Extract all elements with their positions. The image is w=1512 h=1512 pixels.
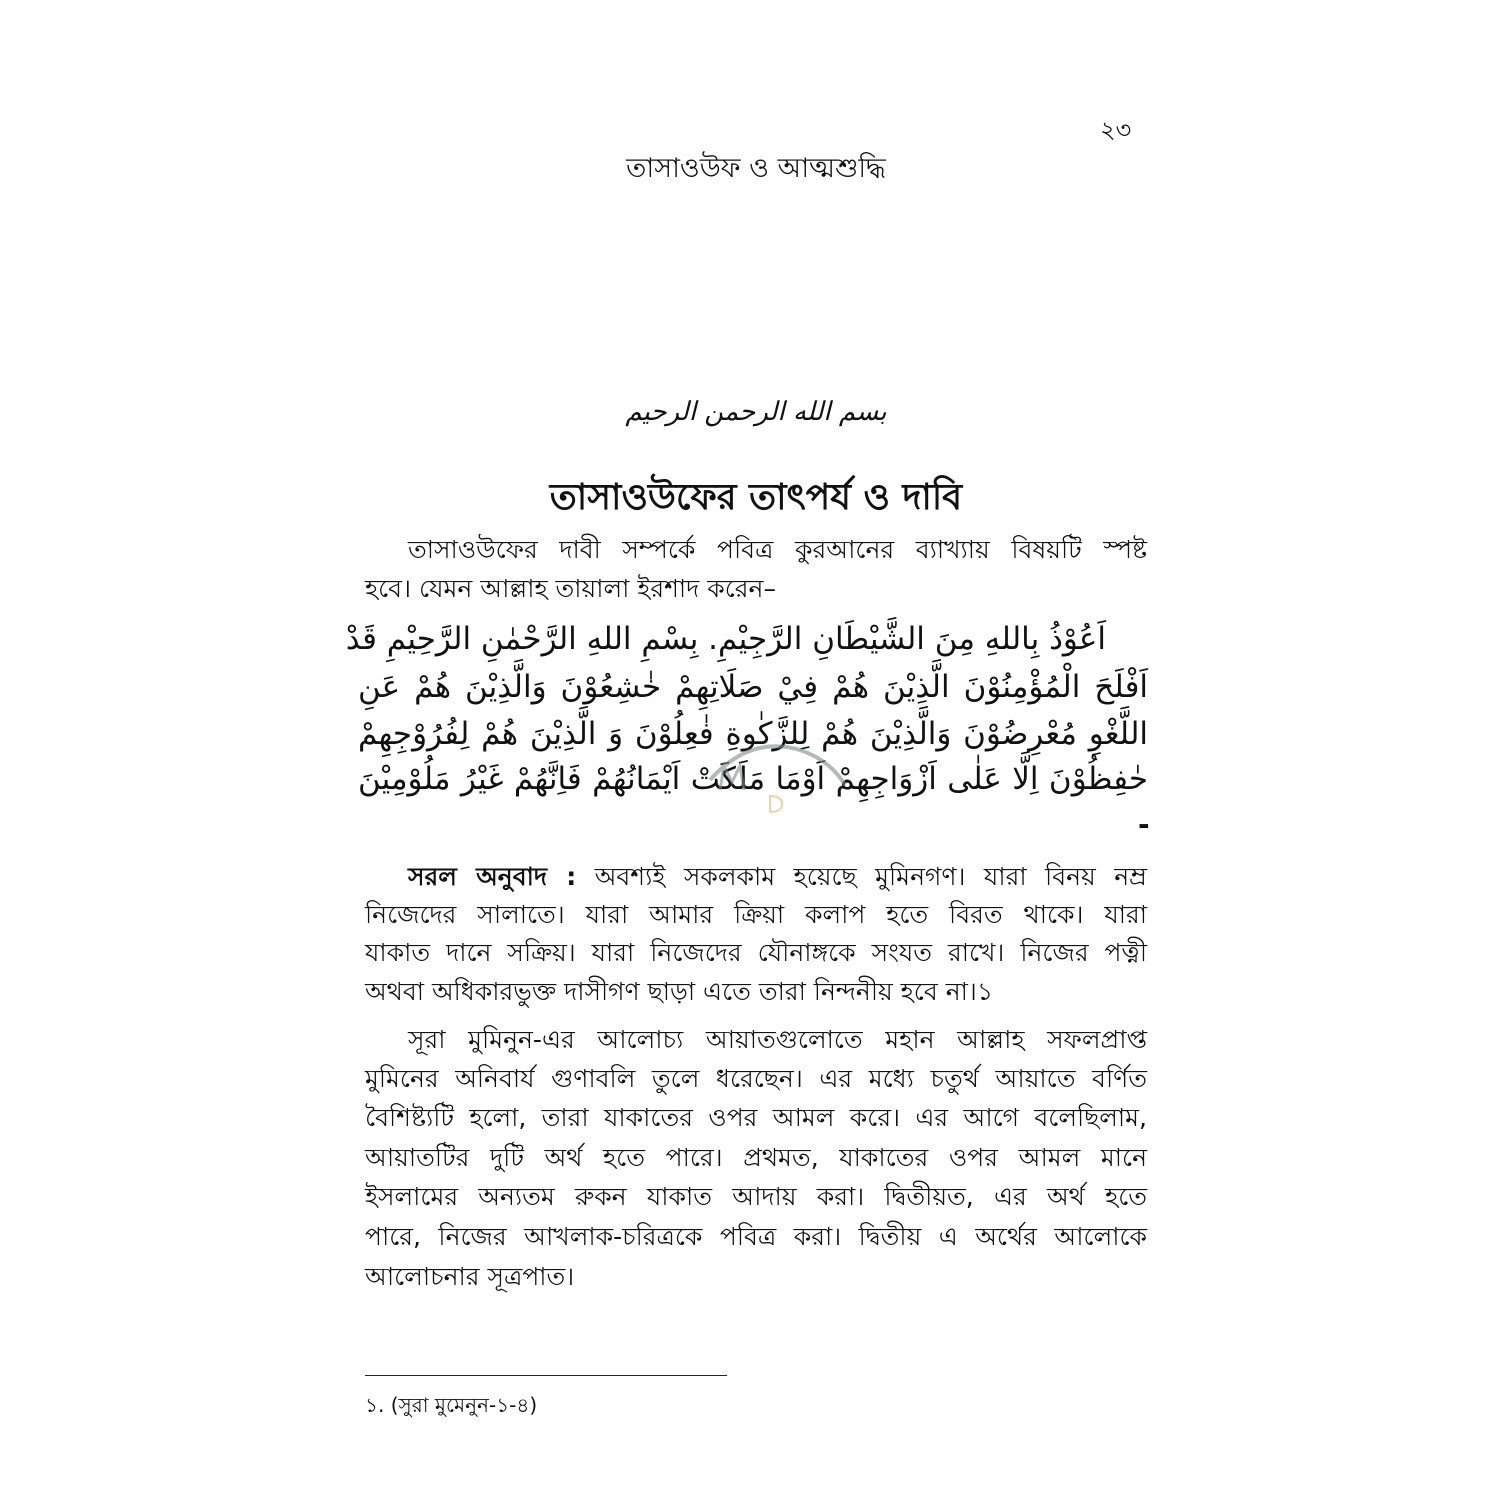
translation-line: অথবা অধিকারভুক্ত দাসীগণ ছাড়া এতে তারা নিন্দনীয় হবে না।১: [365, 977, 994, 1006]
translation-line: নিজেদের সালাতে। যারা আমার ক্রিয়া কলাপ হতে বিরত থাকে। যারা: [365, 900, 1147, 929]
intro-line: হবে। যেমন আল্লাহ তায়ালা ইরশাদ করেন–: [365, 574, 776, 603]
paragraph-line: আয়াতটির দুটি অর্থ হতে পারে। প্রথমত, যাকাতের ওপর আমল মানে: [365, 1143, 1147, 1172]
chapter-title: তাসাওউফের তাৎপর্য ও দাবি: [549, 477, 963, 518]
intro-line: তাসাওউফের দাবী সম্পর্কে পবিত্র কুরআনের ব্যাখ্যায় বিষয়টি স্পষ্ট: [408, 535, 1147, 564]
arabic-verse-line: حٰفِظُوْنَ اِلَّا عَلٰى اَزْوَاجِهِمْ اَوْمَا مَلَكَتْ اَيْمَانُهُمْ فَاِنَّهُمْ غَيْرُ مَلُوْمِيْنَ: [358, 761, 1148, 797]
arabic-verse-line: اللَّغْوِ مُعْرِضُوْنَ وَالَّذِيْنَ هُمْ لِلزَّكٰوةِ فٰعِلُوْنَ وَ الَّذِيْنَ هُمْ لِفُرُوْجِهِمْ: [358, 716, 1148, 752]
paragraph-line: বৈশিষ্ট্যটি হলো, তারা যাকাতের ওপর আমল করে। এর আগে বলেছিলাম,: [365, 1103, 1147, 1132]
arabic-verse-line: اَفْلَحَ الْمُؤْمِنُوْنَ الَّذِيْنَ هُمْ فِيْ صَلَاتِهِمْ خٰشِعُوْنَ وَالَّذِيْنَ هُمْ عَنِ: [358, 669, 1148, 705]
translation-line: সরল অনুবাদ : অবশ্যই সকলকাম হয়েছে মুমিনগণ। যারা বিনয় নম্র: [408, 862, 1147, 891]
paragraph-line: মুমিনের অনিবার্য গুণাবলি তুলে ধরেছেন। এর মধ্যে চতুর্থ আয়াতে বর্ণিত: [365, 1064, 1147, 1093]
arabic-end-mark: -: [1138, 808, 1150, 841]
arabic-verse-line: اَعُوْذُ بِاللهِ مِنَ الشَّيْطَانِ الرَّجِيْمِ. بِسْمِ اللهِ الرَّحْمٰنِ الرَّحِيْمِ قَدْ: [345, 621, 1106, 657]
footnote: ১. (সুরা মুমেনুন-১-৪): [365, 1393, 538, 1417]
bismillah-calligraphy: بسم الله الرحمن الرحيم: [625, 397, 887, 427]
paragraph-line: ইসলামের অন্যতম রুকন যাকাত আদায় করা। দ্বিতীয়ত, এর অর্থ হতে: [365, 1182, 1148, 1211]
footnote-divider: [365, 1375, 727, 1376]
translation-label: সরল অনুবাদ :: [408, 862, 577, 891]
page-number: ২৩: [1100, 116, 1132, 144]
paragraph-line: আলোচনার সূত্রপাত।: [365, 1262, 575, 1291]
watermark-logo: [690, 740, 860, 820]
paragraph-line: পারে, নিজের আখলাক-চরিত্রকে পবিত্র করা। দ্বিতীয় এ অর্থের আলোকে: [365, 1222, 1147, 1251]
paragraph-line: সূরা মুমিনুন-এর আলোচ্য আয়াতগুলোতে মহান আল্লাহ সফলপ্রাপ্ত: [408, 1025, 1147, 1054]
running-header: তাসাওউফ ও আত্মশুদ্ধি: [626, 153, 886, 184]
translation-line: যাকাত দানে সক্রিয়। যারা নিজেদের যৌনাঙ্গকে সংযত রাখে। নিজের পত্নী: [365, 938, 1147, 967]
